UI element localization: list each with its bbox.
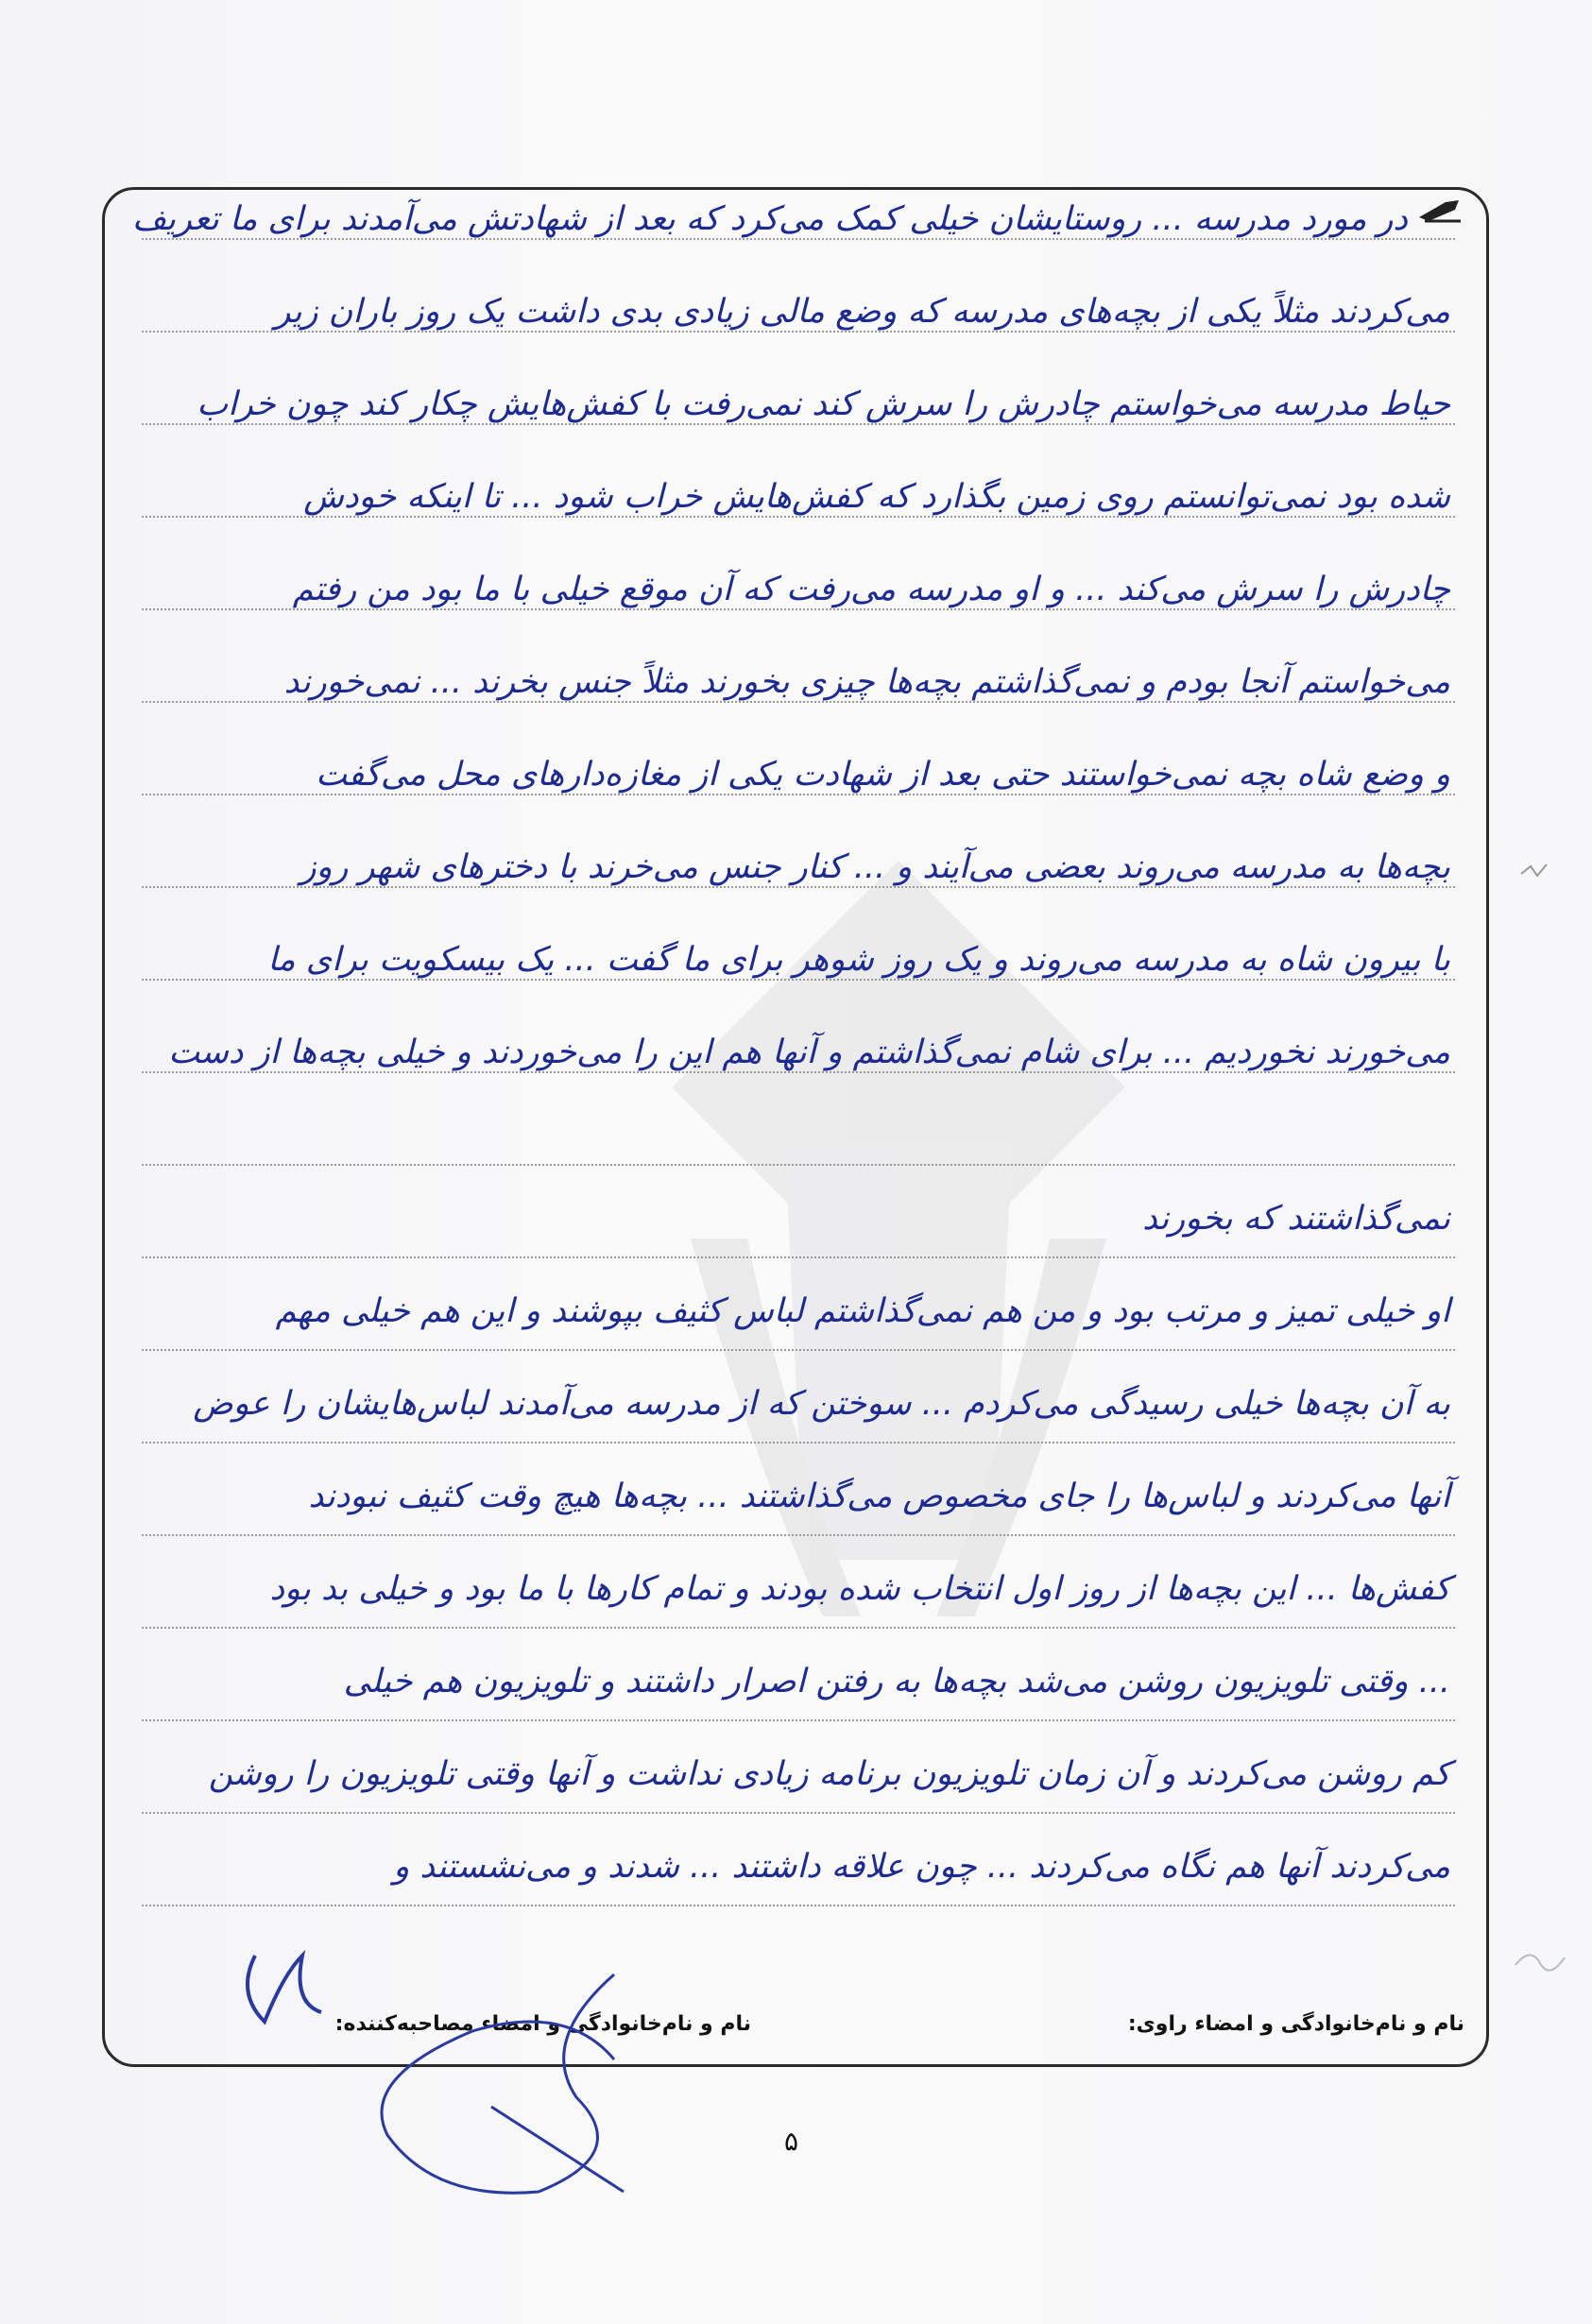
handwritten-line: چادرش را سرش می‌کند ... و او مدرسه می‌رفت که آن موقع خیلی با ما بود من رفتم: [292, 571, 1450, 608]
writing-line: [142, 1903, 1455, 1906]
handwritten-line: می‌کردند آنها هم نگاه می‌کردند ... چون علاقه داشتند ... شدند و می‌نشستند و: [393, 1848, 1450, 1886]
handwritten-line: او خیلی تمیز و مرتب بود و من هم نمی‌گذاشتم لباس کثیف بپوشند و این هم خیلی مهم: [275, 1292, 1450, 1330]
interviewer-signature-label: نام و نام‌خانوادگی و امضاء مصاحبه‌کننده:: [334, 2012, 751, 2036]
handwritten-line: کم روشن می‌کردند و آن زمان تلویزیون برنامه زیادی نداشت و آنها وقتی تلویزیون را روشن: [208, 1755, 1450, 1793]
writing-line: [142, 1255, 1455, 1258]
handwritten-line: با بیرون شاه به مدرسه می‌روند و یک روز شوهر برای ما گفت ... یک بیسکویت برای ما: [267, 941, 1450, 979]
writing-line: [142, 1532, 1455, 1536]
signature-scribble: [227, 1918, 699, 2201]
handwritten-line: می‌خواستم آنجا بودم و نمی‌گذاشتم بچه‌ها چیزی بخورند مثلاً جنس بخرند ... نمی‌خورند: [283, 663, 1450, 701]
handwritten-line: آنها می‌کردند و لباس‌ها را جای مخصوص می‌گذاشتند ... بچه‌ها هیچ وقت کثیف نبودند: [308, 1478, 1450, 1515]
narrator-signature-label: نام و نام‌خانوادگی و امضاء راوی:: [1127, 2012, 1464, 2036]
handwritten-line: ... وقتی تلویزیون روشن می‌شد بچه‌ها به رفتن اصرار داشتند و تلویزیون هم خیلی: [343, 1663, 1450, 1700]
writing-line: [142, 1717, 1455, 1721]
margin-mark: [1512, 1937, 1568, 1984]
writing-line: [142, 1625, 1455, 1629]
handwritten-line: کفش‌ها ... این بچه‌ها از روز اول انتخاب شده بودند و تمام کارها با ما بود و خیلی بد بود: [269, 1570, 1450, 1608]
page-number: ۵: [784, 2126, 799, 2157]
writing-line: [142, 1162, 1455, 1166]
writing-line: [142, 1440, 1455, 1444]
handwritten-line: می‌خورند نخوردیم ... برای شام نمی‌گذاشتم و آنها هم این را می‌خوردند و خیلی بچه‌ها از دست: [168, 1034, 1450, 1071]
handwritten-line: و وضع شاه بچه نمی‌خواستند حتی بعد از شهادت یکی از مغازه‌دارهای محل می‌گفت: [316, 756, 1450, 794]
writing-line: [142, 1810, 1455, 1814]
handwritten-line: حیاط مدرسه می‌خواستم چادرش را سرش کند نمی‌رفت با کفش‌هایش چکار کند چون خراب: [197, 385, 1450, 423]
margin-mark: [1516, 855, 1554, 893]
writing-line: [142, 1347, 1455, 1351]
handwritten-line: در مورد مدرسه ... روستایشان خیلی کمک می‌کرد که بعد از شهادتش می‌آمدند برای ما تعریف: [131, 200, 1408, 238]
handwritten-line: به آن بچه‌ها خیلی رسیدگی می‌کردم ... سوختن که از مدرسه می‌آمدند لباس‌هایشان را عوض: [193, 1385, 1450, 1423]
pen-icon: [1417, 197, 1463, 225]
handwritten-line: شده بود نمی‌توانستم روی زمین بگذارد که کفش‌هایش خراب شود ... تا اینکه خودش: [303, 478, 1450, 516]
handwritten-line: بچه‌ها به مدرسه می‌روند بعضی می‌آیند و ... کنار جنس می‌خرند با دخترهای شهر روز: [300, 848, 1450, 886]
handwritten-line: نمی‌گذاشتند که بخورند: [1142, 1200, 1450, 1238]
handwritten-line: می‌کردند مثلاً یکی از بچه‌های مدرسه که وضع مالی زیادی بدی داشت یک روز باران زیر: [274, 293, 1450, 331]
